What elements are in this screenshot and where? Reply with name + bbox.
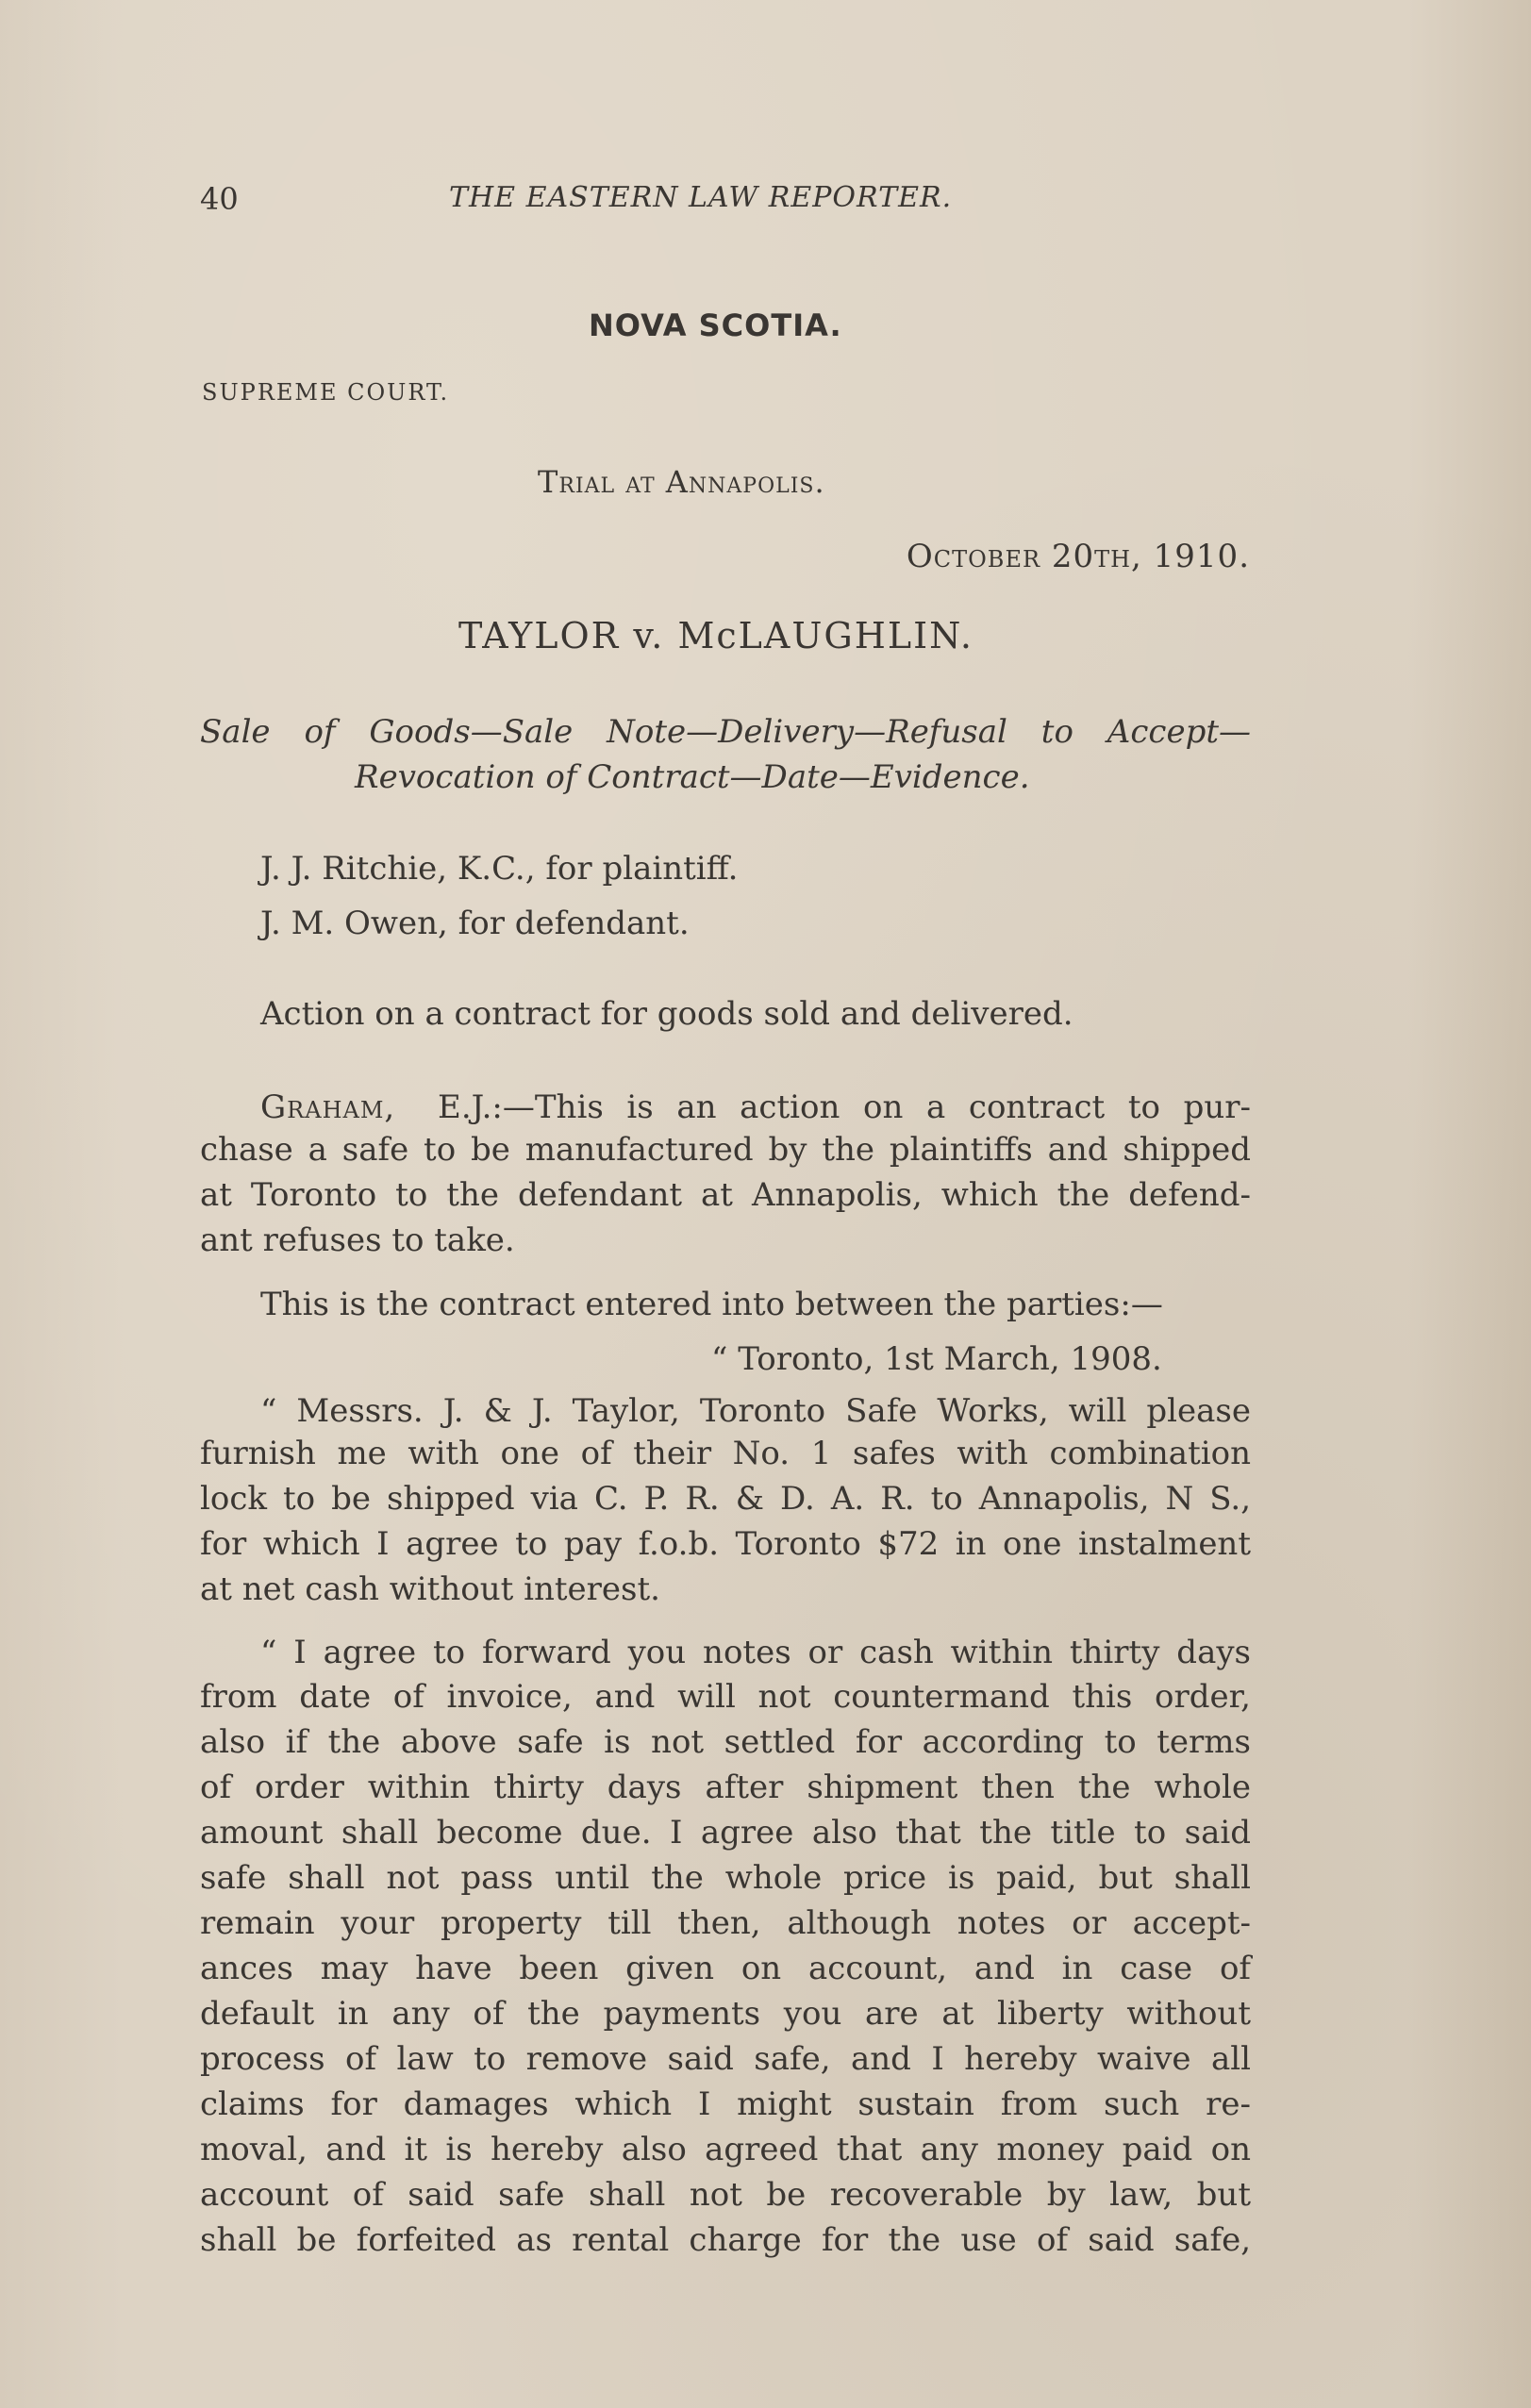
decision-date: October 20th, 1910. [906,538,1250,575]
contract-line: “ Messrs. J. & J. Taylor, Toronto Safe Works, will please [260,1392,1251,1430]
contract-line: “ I agree to forward you notes or cash within thirty days [260,1634,1251,1671]
case-title: TAYLOR v. McLAUGHLIN. [458,615,974,656]
contract-line: shall be forfeited as rental charge for the use of said safe, [200,2221,1251,2259]
page-number: 40 [200,181,239,217]
headnote-line: Revocation of Contract—Date—Evidence. [355,758,1030,796]
headnote-line: Sale of Goods—Sale Note—Delivery—Refusal to Accept— [200,713,1251,751]
trial-location: Trial at Annapolis. [538,464,825,500]
contract-line: moval, and it is hereby also agreed that any money paid on [200,2131,1251,2168]
contract-line: default in any of the payments you are at liberty without [200,1995,1251,2033]
judgment-line: ant refuses to take. [200,1221,515,1259]
contract-line: claims for damages which I might sustain from such re- [200,2085,1251,2123]
judge-name: Graham, [260,1088,396,1126]
judgment-line: at Toronto to the defendant at Annapolis, which the defend- [200,1176,1251,1214]
court-name: SUPREME COURT. [202,379,450,406]
contract-line: of order within thirty days after shipment then the whole [200,1769,1251,1806]
contract-line: account of said safe shall not be recoverable by law, but [200,2176,1251,2214]
jurisdiction-heading: NOVA SCOTIA. [589,307,842,343]
contract-line: process of law to remove said safe, and I hereby waive all [200,2040,1251,2078]
judgment-line: chase a safe to be manufactured by the plaintiffs and shipped [200,1131,1251,1169]
contract-line: also if the above safe is not settled for according to terms [200,1723,1251,1761]
action-summary: Action on a contract for goods sold and delivered. [260,995,1073,1033]
counsel-plaintiff: J. J. Ritchie, K.C., for plaintiff. [260,850,739,888]
contract-line: remain your property till then, although notes or accept- [200,1904,1251,1942]
contract-line: from date of invoice, and will not countermand this order, [200,1678,1251,1716]
counsel-defendant: J. M. Owen, for defendant. [260,905,690,942]
contract-dateline: “ Toronto, 1st March, 1908. [711,1340,1162,1378]
contract-line: amount shall become due. I agree also that the title to said [200,1814,1251,1852]
judgment-line: This is the contract entered into between the parties:— [260,1286,1163,1323]
judgment-line: E.J.:—This is an action on a contract to pur- [438,1088,1251,1126]
contract-line: for which I agree to pay f.o.b. Toronto $72 in one instalment [200,1525,1251,1563]
contract-line: lock to be shipped via C. P. R. & D. A. R. to Annapolis, N S., [200,1480,1251,1518]
contract-line: at net cash without interest. [200,1570,660,1608]
contract-line: furnish me with one of their No. 1 safes with combination [200,1435,1251,1472]
running-title: THE EASTERN LAW REPORTER. [449,181,953,214]
contract-line: ances may have been given on account, and in case of [200,1950,1251,1987]
contract-line: safe shall not pass until the whole price is paid, but shall [200,1859,1251,1897]
